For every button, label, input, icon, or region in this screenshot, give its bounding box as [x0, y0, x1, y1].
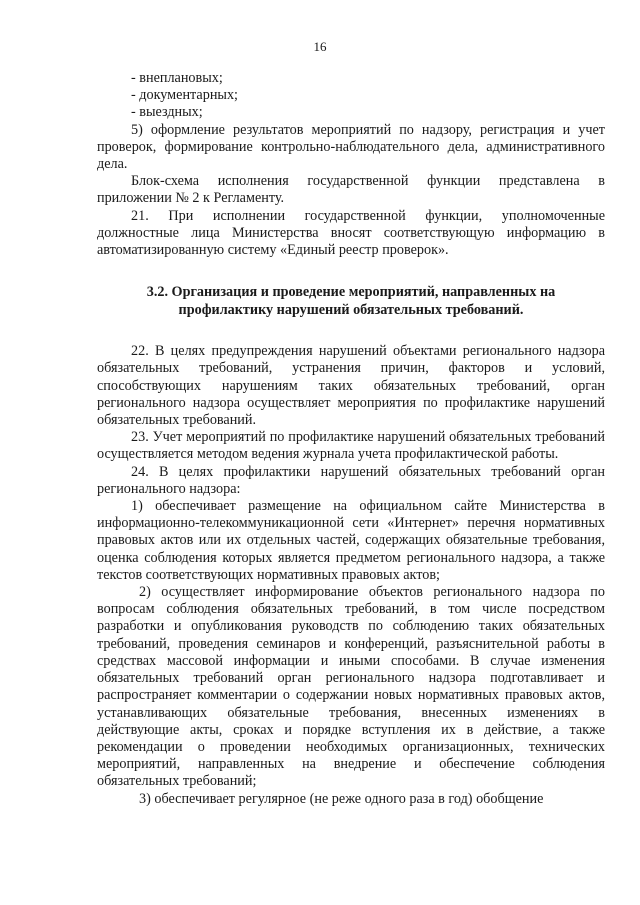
- paragraph-22: 22. В целях предупреждения нарушений объектами регионального надзора обязательных требований, устранения причин, факторов и условий, способствующих нарушениям таких обязательных требований, орган регионального надзора осуществляет мероприятия по профилактике нарушений обязательных требований.: [97, 343, 605, 429]
- spacer: [97, 319, 605, 343]
- list-item-unscheduled: - внеплановых;: [131, 70, 223, 86]
- paragraph-24-1: 1) обеспечивает размещение на официальном сайте Министерства в информационно-телекоммуникационной сети «Интернет» перечня нормативных правовых актов или их отдельных частей, содержащих обязательные требования, оценка соблюдения которых является предметом регионального надзора, а также текстов соответствующих нормативных правовых актов;: [97, 498, 605, 583]
- section-heading: 3.2. Организация и проведение мероприятий, направленных на профилактику нарушений обязательных требований.: [146, 284, 556, 319]
- page-content: [97, 70, 605, 808]
- list-item-documentary: - документарных;: [131, 87, 238, 104]
- paragraph-24: 24. В целях профилактики нарушений обязательных требований орган регионального надзора:: [97, 463, 605, 497]
- paragraph-24-2: 2) осуществляет информирование объектов регионального надзора по вопросам соблюдения обязательных требований, в том числе посредством разработки и опубликования руководств по соблюдению таких обязательных требований, проведения семинаров и конференций, разъяснительной работы в средствах массовой информации и иными способами. В случае изменения обязательных требований орган регионального надзора подготавливает и распространяет комментарии о содержании новых нормативных правовых актов, устанавливающих обязательные требования, внесенных изменениях в действующие акты, сроках и порядке вступления их в действие, а также рекомендации о проведении необходимых организационных, технических мероприятий, направленных на внедрение и обеспечение соблюдения обязательных требований;: [97, 584, 605, 790]
- paragraph-23: 23. Учет мероприятий по профилактике нарушений обязательных требований осуществляется методом ведения журнала учета профилактической работы.: [97, 429, 605, 463]
- paragraph-21: 21. При исполнении государственной функции, уполномоченные должностные лица Министерства вносят соответствующую информацию в автоматизированную систему «Единый реестр проверок».: [97, 207, 605, 259]
- spacer: [97, 259, 605, 283]
- paragraph-24-3: 3) обеспечивает регулярное (не реже одного раза в год) обобщение: [139, 790, 544, 807]
- page-number: 16: [313, 39, 327, 54]
- list-item-onsite: - выездных;: [131, 104, 203, 121]
- paragraph-flowchart-note: Блок-схема исполнения государственной функции представлена в приложении № 2 к Регламенту.: [97, 173, 605, 207]
- paragraph-item-5: 5) оформление результатов мероприятий по надзору, регистрация и учет проверок, формирование контрольно-наблюдательного дела, административного дела.: [97, 121, 605, 173]
